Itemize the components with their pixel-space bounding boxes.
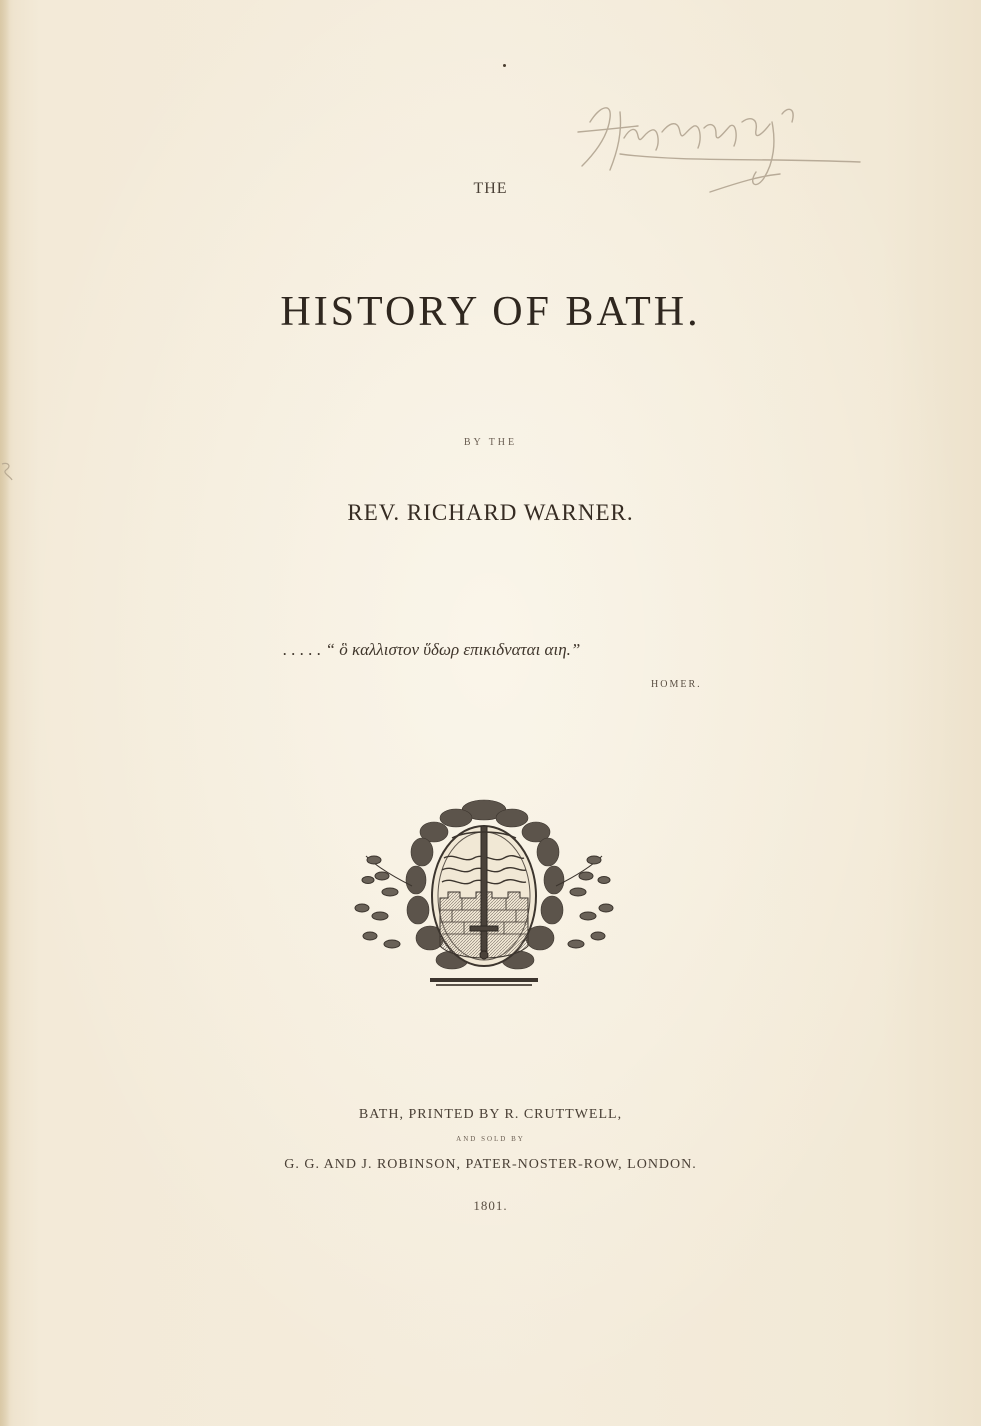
title-prefix: THE bbox=[473, 180, 508, 197]
greek-epigraph: . . . . . “ ὃ καλλιστον ὕδωρ επικιδναται αιη.” bbox=[283, 640, 581, 659]
seller-line: G. G. AND J. ROBINSON, PATER-NOSTER-ROW, LONDON. bbox=[284, 1157, 697, 1172]
by-the-label: BY THE bbox=[463, 437, 518, 448]
ink-dot bbox=[503, 64, 506, 67]
author-name: REV. RICHARD WARNER. bbox=[347, 500, 634, 525]
margin-mark bbox=[0, 460, 16, 482]
publication-year: 1801. bbox=[473, 1198, 508, 1213]
book-title: HISTORY OF BATH. bbox=[280, 289, 701, 335]
bath-coat-of-arms-wreath-icon bbox=[352, 796, 616, 992]
epigraph-attribution: HOMER. bbox=[651, 679, 702, 690]
printer-line: BATH, PRINTED BY R. CRUTTWELL, bbox=[358, 1107, 623, 1122]
and-sold-by-label: AND SOLD BY bbox=[456, 1135, 525, 1143]
